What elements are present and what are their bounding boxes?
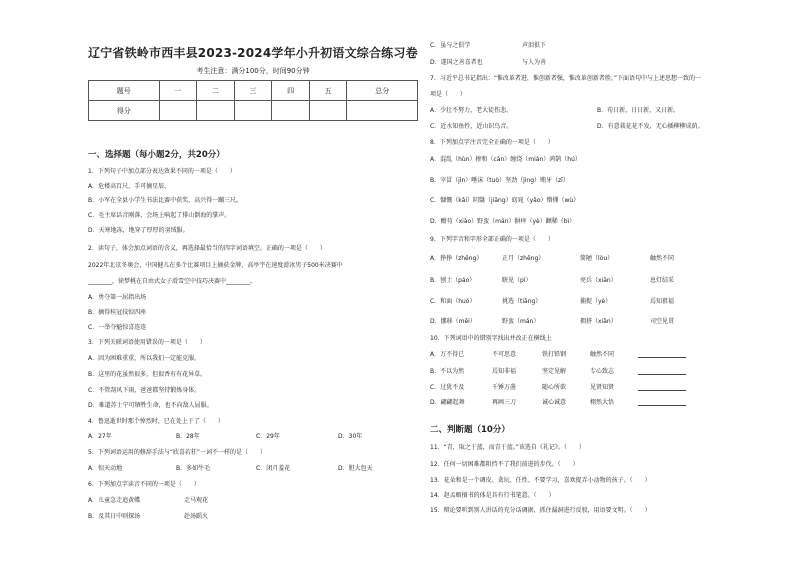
option-cell: 随心所欲 bbox=[542, 384, 567, 391]
question-option-pair: 走马观花 bbox=[184, 497, 209, 504]
score-cell bbox=[234, 101, 272, 121]
option-cell: 正月（zhēng） bbox=[502, 255, 545, 262]
score-table-header: 三 bbox=[234, 81, 272, 101]
judge-item: 13．花朵和是一个调皮、贪玩、任性、不要学习，喜欢捉弄小动物的孩子。（ ） bbox=[430, 477, 651, 484]
question-option: B．苟日新，日日新，又日新。 bbox=[597, 107, 680, 114]
score-row-label: 得分 bbox=[89, 101, 160, 121]
answer-blank[interactable] bbox=[638, 351, 686, 358]
question-stem-line: 2022年北京冬奥会，中国健儿在多个比赛项目上摘获金牌，高亭宇在速度滑冰男子500米决赛中 bbox=[88, 262, 343, 269]
score-table-header: 二 bbox=[197, 81, 235, 101]
question-option: A．儿童急走追黄蝶 bbox=[88, 497, 141, 504]
question-option: A．27年 bbox=[88, 433, 112, 440]
answer-blank[interactable] bbox=[638, 368, 686, 375]
option-cell: 铁打铅钢 bbox=[542, 351, 567, 358]
question-option: C．29年 bbox=[256, 433, 280, 440]
option-cell: 不可思意 bbox=[492, 351, 517, 358]
question-stem: 3．下列关联词语使用错误的一项是（ ） bbox=[88, 339, 206, 346]
question-option: A．惊天动地 bbox=[88, 465, 123, 472]
score-table-header: 总分 bbox=[347, 81, 418, 101]
score-table-header: 四 bbox=[272, 81, 310, 101]
score-table-header: 一 bbox=[159, 81, 197, 101]
question-option-pair: 赴汤蹈火 bbox=[184, 513, 209, 520]
score-table bbox=[88, 80, 418, 121]
question-option: A．少壮不努力，老大徒伤悲。 bbox=[430, 107, 513, 114]
question-option: D．天寒地冻，地穿了厚厚的羽绒服。 bbox=[88, 227, 189, 234]
option-cell: 焉知非福 bbox=[492, 368, 517, 375]
question-option: C．慷慨（kǎi）阴翳（jiāng）窈窕（yǎo）懵懂（wù） bbox=[430, 197, 580, 204]
option-cell: 诚心诚意 bbox=[542, 399, 567, 406]
option-cell: B．刨土（páo） bbox=[430, 277, 476, 284]
question-stem-line: ________，徐梦桃在自由式女子滑雪空中技巧决赛中________。 bbox=[88, 278, 257, 285]
question-option: D．酣苟（xiào）野蛮（mán）摒瘁（yè）颧稀（bì） bbox=[430, 218, 576, 225]
exam-notice: 考生注意：满分100分，时间90分钟 bbox=[196, 67, 310, 75]
question-option: B．宰冒（jìn）唾沫（tuò）坚劲（jìng）贿牙（zī） bbox=[430, 177, 569, 184]
exam-title: 辽宁省铁岭市西丰县2023-2024学年小升初语文综合练习卷 bbox=[88, 46, 418, 60]
question-option: A．勇夺第一屈指出场 bbox=[88, 294, 147, 301]
question-option: C．虽与之俱学 bbox=[430, 42, 471, 49]
option-cell: D．翩翩起舞 bbox=[430, 399, 465, 406]
score-cell bbox=[309, 101, 347, 121]
option-cell: 野蛮（mán） bbox=[502, 318, 540, 325]
question-option: C．闭月羞花 bbox=[256, 465, 291, 472]
option-cell: D．挪移（mēi） bbox=[430, 318, 476, 325]
option-cell: 专心致志 bbox=[590, 368, 615, 375]
question-option: B．及其日中则探汤 bbox=[88, 513, 141, 520]
question-stem: 10．下列词语中的错别字找出并改正在横线上 bbox=[430, 335, 552, 342]
option-cell: 焉知祖福 bbox=[650, 298, 675, 305]
option-cell: 栩然大悟 bbox=[590, 399, 615, 406]
question-option-pair: 与人为善 bbox=[522, 59, 547, 66]
question-stem: 1．下列句子中加点部分表达效果不同的一项是（ ） bbox=[88, 168, 236, 175]
option-cell: C．和面（huó） bbox=[430, 298, 476, 305]
option-cell: A．万不得已 bbox=[430, 351, 465, 358]
question-option: B．摘得桂冠技惊四座 bbox=[88, 309, 147, 316]
question-option: D．有意栽花花不发，无心插柳柳成荫。 bbox=[597, 123, 704, 130]
question-stem: 6．下列加点字读音不同的一项是（ ） bbox=[88, 481, 200, 488]
option-cell: 拥挤（xiān） bbox=[580, 318, 617, 325]
option-cell: C．过犹不及 bbox=[430, 384, 465, 391]
question-option: B．小军在全县小学生书法比赛中获奖，高兴得一蹦三尺。 bbox=[88, 197, 243, 204]
option-cell: B．不以为然 bbox=[430, 368, 465, 375]
question-stem: 4．鲁迅逝世时那个悼烈时，已在处上于了（ ） bbox=[88, 418, 224, 425]
question-stem: 5．下列词语运用的修辞手法与“欣喜若狂”一词不一样的是（ ） bbox=[88, 449, 267, 456]
score-cell bbox=[159, 101, 197, 121]
option-cell: 千锤万凿 bbox=[492, 384, 517, 391]
judge-item: 12．任何一切困难都阻挡不了我们前进的步伐。（ ） bbox=[430, 461, 579, 468]
answer-blank[interactable] bbox=[638, 384, 686, 391]
question-option: C．近水知鱼性，近山识鸟音。 bbox=[430, 123, 513, 130]
score-cell bbox=[347, 101, 418, 121]
option-cell: 亮兵（xiān） bbox=[580, 277, 617, 284]
option-cell: 简陋（lòu） bbox=[580, 255, 614, 262]
question-option: D．遂国之善喜者也 bbox=[430, 59, 483, 66]
question-option: C．毛主席话音刚落，会场上响起了排山倒海的掌声。 bbox=[88, 212, 231, 219]
question-stem: 9．下列字音和字形全部正确的一项是（ ） bbox=[430, 236, 554, 243]
option-cell: 挑选（tiāng） bbox=[502, 298, 542, 305]
question-option: D．难道苏士宁可牺牲生命，也不向敌人屈服。 bbox=[88, 402, 213, 409]
question-option: D．30年 bbox=[338, 433, 363, 440]
option-cell: 瞎见（pì） bbox=[502, 277, 532, 284]
score-table-header: 五 bbox=[309, 81, 347, 101]
option-cell: A．狰狰（zhēng） bbox=[430, 255, 483, 262]
question-stem-line: 项是（ ） bbox=[430, 91, 467, 98]
score-cell bbox=[197, 101, 235, 121]
question-option: A．危楼高百尺，手可摘星辰。 bbox=[88, 183, 171, 190]
option-cell: 息灯结采 bbox=[650, 277, 675, 284]
question-option: A．混乱（hùn）掺和（cān）缠绕（mián）鸿鹄（hú） bbox=[430, 156, 581, 163]
question-option: D．胆大包天 bbox=[338, 465, 373, 472]
option-cell: 见贤知贤 bbox=[590, 384, 615, 391]
question-stem: 8．下列加点字注音完全正确的一项是（ ） bbox=[430, 139, 554, 146]
option-cell: 坚定见解 bbox=[542, 368, 567, 375]
option-cell: 司空见贯 bbox=[650, 318, 675, 325]
question-option: B．多如牛毛 bbox=[176, 465, 211, 472]
question-option: B．这里的花虽然很多，但很香有有花异草。 bbox=[88, 371, 207, 378]
judge-item: 14．赵孟頫擅书的体是具有行书笔意。（ ） bbox=[430, 492, 555, 499]
score-table-score-row bbox=[89, 101, 418, 121]
score-table-header-row bbox=[89, 81, 418, 101]
question-option: A．因为困难重重，所以我们一定能克服。 bbox=[88, 355, 201, 362]
option-cell: 触然不同 bbox=[650, 255, 675, 262]
question-option: B．28年 bbox=[176, 433, 200, 440]
question-option: C．不管刮风下雨，爸爸都坚持锻炼身体。 bbox=[88, 387, 201, 394]
option-cell: 捕捉（yè） bbox=[580, 298, 612, 305]
question-stem: 7．习近平总书记指出：“惟改革者进，惟创新者强，惟改革创新者胜。”下面语句中与上述思想一致的一 bbox=[430, 75, 702, 82]
score-cell bbox=[272, 101, 310, 121]
section-heading-choice: 一、选择题（每小题2分，共20分） bbox=[88, 150, 225, 160]
section-heading-judge: 二、判断题（10分） bbox=[430, 425, 510, 435]
answer-blank[interactable] bbox=[638, 399, 686, 406]
question-option-pair: 声泪俱下 bbox=[522, 42, 547, 49]
judge-item: 15．辩论要听到别人讲话的充分话调据，抓住漏洞进行反驳，用语要文明。（ ） bbox=[430, 507, 651, 514]
score-table-header: 题号 bbox=[89, 81, 160, 101]
option-cell: 触然不同 bbox=[590, 351, 615, 358]
judge-item: 11．“青，取之于蓝，而青于蓝。”该选自《礼记》。（ ） bbox=[430, 444, 585, 451]
question-option: C．一举夺魁惊喜连连 bbox=[88, 324, 147, 331]
question-stem: 2．读句子，体会加点词语的含义，再选择最恰当的四字词语填空。正确的一项是（ ） bbox=[88, 245, 326, 252]
option-cell: 再画三刀 bbox=[492, 399, 517, 406]
